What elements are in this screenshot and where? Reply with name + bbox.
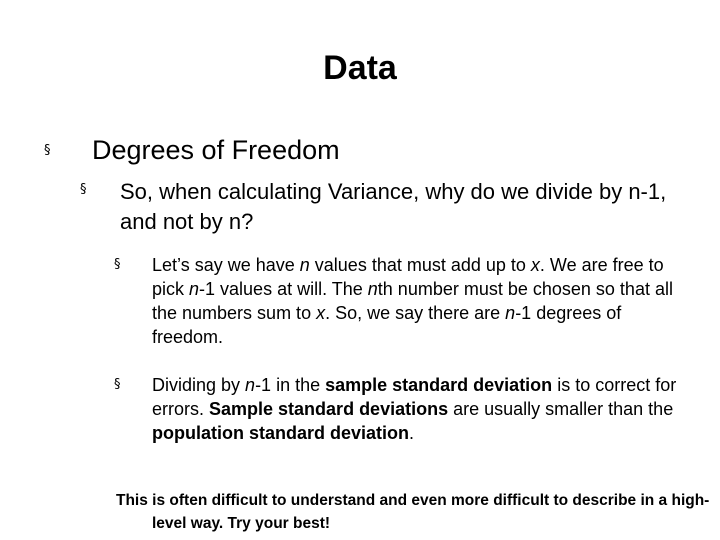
- bullet-icon: §: [44, 143, 51, 158]
- italic-run: n: [505, 303, 516, 323]
- bullet-icon: §: [114, 257, 121, 272]
- text-run: .: [409, 423, 415, 443]
- text-run: Let’s say we have: [152, 255, 300, 275]
- italic-run: x: [316, 303, 326, 323]
- text-run: . We are free to pick: [152, 255, 664, 299]
- text-run: values that must add up to: [309, 255, 531, 275]
- bold-run: population standard deviation: [152, 423, 410, 443]
- text-run: -1 in the: [255, 375, 326, 395]
- text-run: -1 degrees of freedom.: [152, 303, 622, 347]
- text-run: th number must be chosen so that all the numbers sum to: [152, 279, 673, 323]
- italic-run: n: [367, 279, 378, 299]
- slide-note: This is often difficult to understand and even more difficult to describe in a high-level way. Try your best!: [116, 492, 710, 532]
- italic-run: n: [245, 375, 256, 395]
- italic-run: x: [530, 255, 540, 275]
- bullet-level1-text: Degrees of Freedom: [92, 135, 340, 165]
- bullet-icon: §: [114, 377, 121, 392]
- text-run: . So, we say there are: [325, 303, 506, 323]
- bullet-level2-text: So, when calculating Variance, why do we divide by n-1, and not by n?: [120, 179, 667, 234]
- bold-run: Sample standard deviations: [209, 399, 449, 419]
- bold-run: sample standard deviation: [325, 375, 553, 395]
- text-run: are usually smaller than the: [448, 399, 674, 419]
- bullet-level3-text: [152, 253, 692, 349]
- text-run: -1 values at will. The: [199, 279, 368, 299]
- bullet-icon: §: [80, 182, 87, 197]
- slide-title: Data: [323, 49, 397, 87]
- italic-run: n: [189, 279, 200, 299]
- italic-run: n: [299, 255, 310, 275]
- text-run: Dividing by: [152, 375, 246, 395]
- text-run: is to correct for errors.: [152, 375, 677, 419]
- bullet-level3-text: [152, 373, 692, 445]
